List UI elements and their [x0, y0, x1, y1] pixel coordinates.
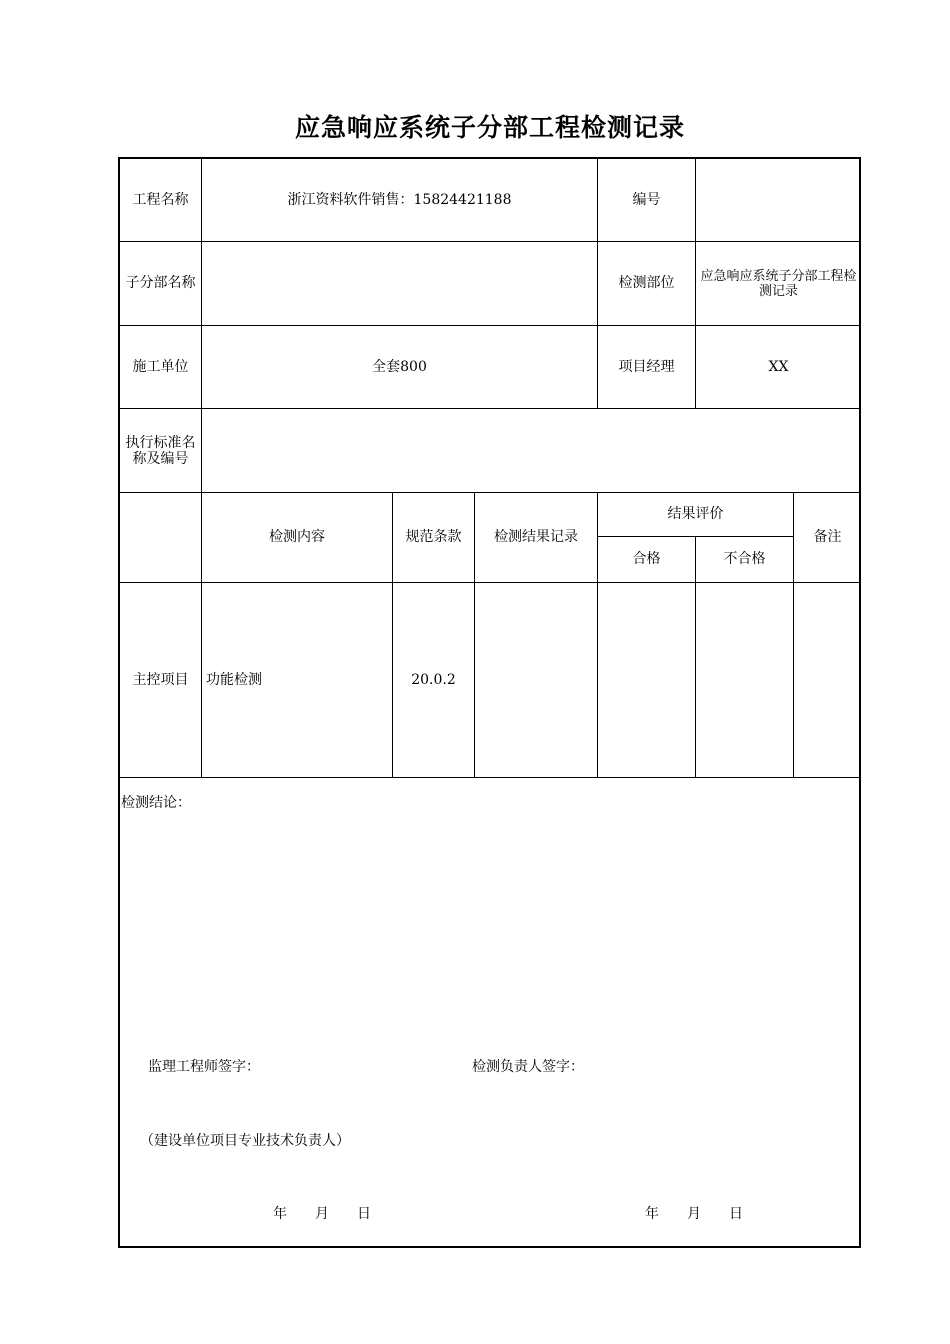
- row-category: 主控项目: [132, 671, 189, 688]
- date-left: 年 月 日: [273, 1206, 371, 1222]
- header-pass: 合格: [632, 551, 661, 567]
- contractor-value: 全套800: [372, 358, 427, 375]
- contractor-label: 施工单位: [132, 358, 189, 375]
- row-clause: 20.0.2: [411, 671, 456, 688]
- inspection-form: [118, 157, 861, 1248]
- header-content: 检测内容: [269, 529, 325, 545]
- row-pass: [598, 583, 695, 777]
- manager-label: 项目经理: [618, 358, 675, 375]
- owner-note: （建设单位项目专业技术负责人）: [140, 1133, 350, 1149]
- project-name-value: 浙江资料软件销售：15824421188: [287, 191, 512, 208]
- row-remark: [794, 583, 861, 777]
- inspector-sign-label: 检测负责人签字：: [472, 1059, 584, 1075]
- header-remark: 备注: [813, 529, 842, 545]
- row-record: [475, 583, 597, 777]
- header-clause: 规范条款: [405, 529, 462, 545]
- standard-label: 执行标准名称及编号: [125, 434, 196, 467]
- row-content: 功能检测: [206, 671, 262, 688]
- number-value: [696, 159, 861, 241]
- inspection-part-label: 检测部位: [618, 275, 675, 291]
- supervisor-sign-label: 监理工程师签字：: [148, 1059, 260, 1075]
- date-right: 年 月 日: [645, 1206, 743, 1222]
- header-evaluation: 结果评价: [667, 506, 724, 522]
- row-divider: [120, 777, 861, 778]
- page-title: 应急响应系统子分部工程检测记录: [294, 113, 685, 142]
- manager-value: XX: [768, 358, 789, 375]
- header-fail: 不合格: [723, 551, 766, 567]
- row-fail: [696, 583, 793, 777]
- conclusion-label: 检测结论：: [121, 795, 191, 811]
- number-label: 编号: [632, 191, 661, 208]
- header-record: 检测结果记录: [494, 529, 578, 545]
- inspection-part-value: 应急响应系统子分部工程检测记录: [700, 268, 857, 299]
- subdivision-label: 子分部名称: [125, 275, 196, 291]
- project-name-label: 工程名称: [132, 191, 189, 208]
- standard-value: [202, 409, 861, 492]
- subdivision-value: [202, 242, 597, 325]
